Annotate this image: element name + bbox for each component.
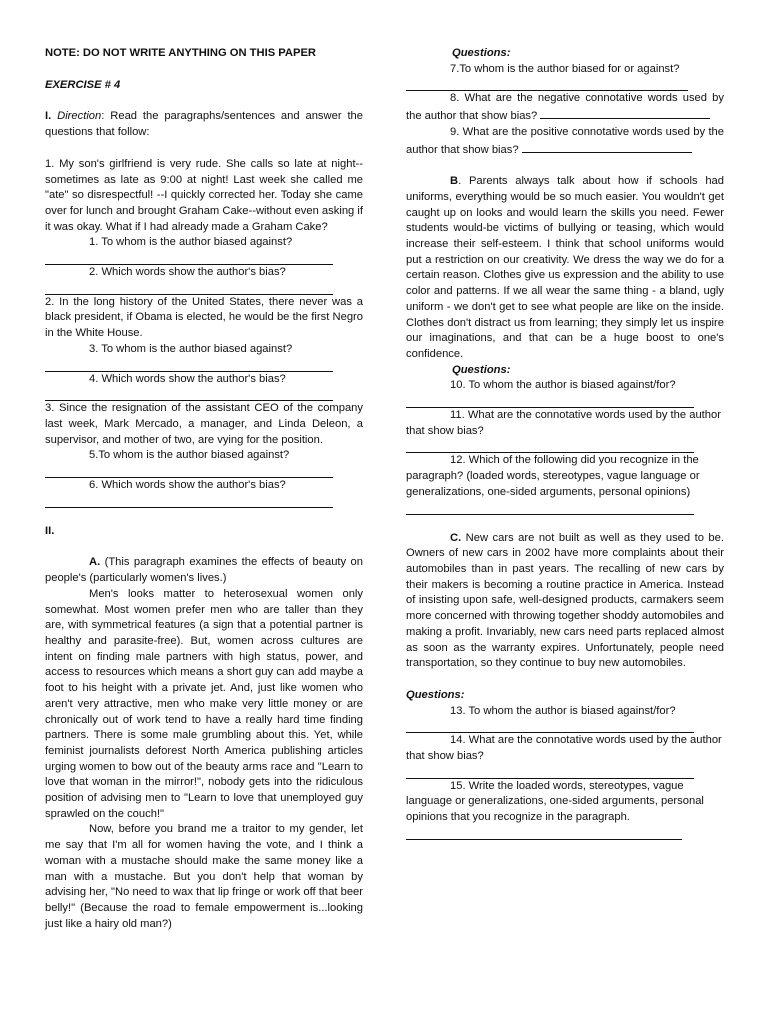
direction-text: : Read the paragraphs/sentences and answer the questions that follow: [45, 110, 363, 139]
paragraph-b: B. Parents always talk about how if schools had uniforms, everything would be so much easier. You wouldn't get caught up on looks and would learn the skills you need. Fewer students would-be victims of bullying or teasing, which would increase their self-esteem. I think that school uniforms would put a restriction on our creativity. We dress the way we do for a certain reason. Clothes give us expression and the ability to use color and patterns. If we all wear the same thing - a bland, ugly uniform - we don't get to see what people are like on the inside. Clothes don't distract us from learning; they simply let us inspire our imaginations, and that can be a huge boost to one's confidence. [406, 175, 724, 360]
question-7: 7.To whom is the author biased for or against? [450, 62, 680, 75]
answer-line-7 [406, 77, 688, 91]
paragraph-a-body-1: Men's looks matter to heterosexual women only somewhat. Most women prefer men who are taller than they are, with symmetrical features (a sign that a potential partner is healthy and parasite-free). But, women across cultures are intent on finding male partners with high status, power, and access to resources which means a short guy can add maybe a foot to his height with a private jet. And, just like women who aren't very attractive, men who make very little money or are chronically out of work tend to have a really hard time finding partners. There is some male grumbling about this. Yet, while feminist journalists deforest North America publishing articles urging women to bow out of the beauty arms race and "Learn to love that woman in the mirror!", nobody gets into the ridiculous position of advising men to "Learn to love that unemployed guy sprawled on the couch!" [45, 587, 363, 820]
answer-line-4 [45, 387, 333, 401]
question-2: 2. Which words show the author's bias? [89, 266, 286, 279]
questions-b-heading: Questions: [452, 363, 511, 376]
paragraph-a-body-2: Now, before you brand me a traitor to my gender, let me say that I'm all for women having the vote, and I think a woman with a mustache should make the same money like a man with a mustache. But you don't help that woman by advising her, "No need to wax that lip fringe or work off that beer belly!" (Because the road to female empowerment is...looking just like a hairy old man?) [45, 823, 363, 930]
item-3-text: 3. Since the resignation of the assistant CEO of the company last week, Mark Mercado, a manager, and Linda Deleon, a supervisor, and mother of two, are vying for the position. [45, 402, 363, 446]
paragraph-b-label: B [450, 175, 459, 188]
question-10: 10. To whom the author is biased against/for? [450, 379, 676, 392]
part1-numeral: I. [45, 110, 52, 123]
question-11: 11. What are the connotative words used by the author that show bias? [406, 409, 721, 437]
left-column [45, 46, 363, 932]
part1-direction [45, 109, 363, 140]
paragraph-c-label: C. [450, 531, 462, 544]
question-3: 3. To whom is the author biased against? [89, 342, 293, 355]
part2-numeral: II. [45, 524, 55, 537]
answer-line-11 [406, 439, 694, 453]
answer-line-5 [45, 464, 333, 478]
direction-label: Direction [57, 110, 102, 123]
answer-line-15 [406, 826, 682, 840]
note: NOTE: DO NOT WRITE ANYTHING ON THIS PAPER [45, 47, 316, 59]
answer-line-1 [45, 251, 333, 265]
question-15: 15. Write the loaded words, stereotypes, vague language or generalizations, one-sided arguments, personal opinions that you recognize in the paragraph. [406, 779, 704, 824]
question-13: 13. To whom the author is biased against/for? [450, 704, 676, 717]
paragraph-c: C. New cars are not built as well as they used to be. Owners of new cars in 2002 have more complaints about their automobiles than in past years. The recalling of new cars by their makers is becoming a routine practice in America. Instead of insisting upon safe, well-designed products, carmakers seem more concerned with throwing together shoddy automobiles and making a profit. Invariably, new cars need parts replaced almost as soon as the warranty expires. Unfortunately, people need transportation, so they continue to buy new automobiles. [406, 531, 724, 670]
answer-line-9 [522, 141, 692, 153]
right-column [406, 46, 724, 840]
question-4: 4. Which words show the author's bias? [89, 372, 286, 385]
question-12: 12. Which of the following did you recognize in the paragraph? (loaded words, stereotypes, vague language or generalizations, one-sided arguments, personal opinions) [406, 454, 700, 498]
question-14: 14. What are the connotative words used by the author that show bias? [406, 734, 722, 763]
paragraph-a-intro: A. (This paragraph examines the effects of beauty on people's (particularly women's lives.) [45, 556, 363, 585]
item-1-text: 1. My son's girlfriend is very rude. She calls so late at night--sometimes as late as 9:00 at night! Last week she called me "ate" so disrespectful! --I quickly corrected her. Today she came over for lunch and brought Graham Cake--without even asking if it was okay. What if I had already made a Graham Cake? [45, 157, 363, 233]
answer-line-10 [406, 394, 694, 408]
exercise-title: EXERCISE # 4 [45, 78, 121, 91]
question-6: 6. Which words show the author's bias? [89, 479, 286, 492]
paragraph-a-label: A. [89, 556, 101, 569]
answer-line-8 [540, 107, 710, 119]
question-9: 9. What are the positive connotative words used by the author that show bias? [406, 125, 724, 156]
question-1: 1. To whom is the author biased against? [89, 236, 293, 249]
answer-line-6 [45, 494, 333, 508]
questions-a-heading: Questions: [452, 47, 511, 59]
answer-line-12 [406, 501, 694, 515]
answer-line-3 [45, 358, 333, 372]
item-2-text: 2. In the long history of the United States, there never was a black president, if Obama is elected, he would be the first Negro in the White House. [45, 295, 363, 340]
questions-c-heading: Questions: [406, 688, 465, 701]
question-5: 5.To whom is the author biased against? [89, 449, 290, 462]
answer-line-14 [406, 765, 694, 779]
answer-line-13 [406, 719, 694, 733]
question-8: 8. What are the negative connotative words used by the author that show bias? [406, 92, 724, 123]
answer-line-2 [45, 281, 333, 295]
